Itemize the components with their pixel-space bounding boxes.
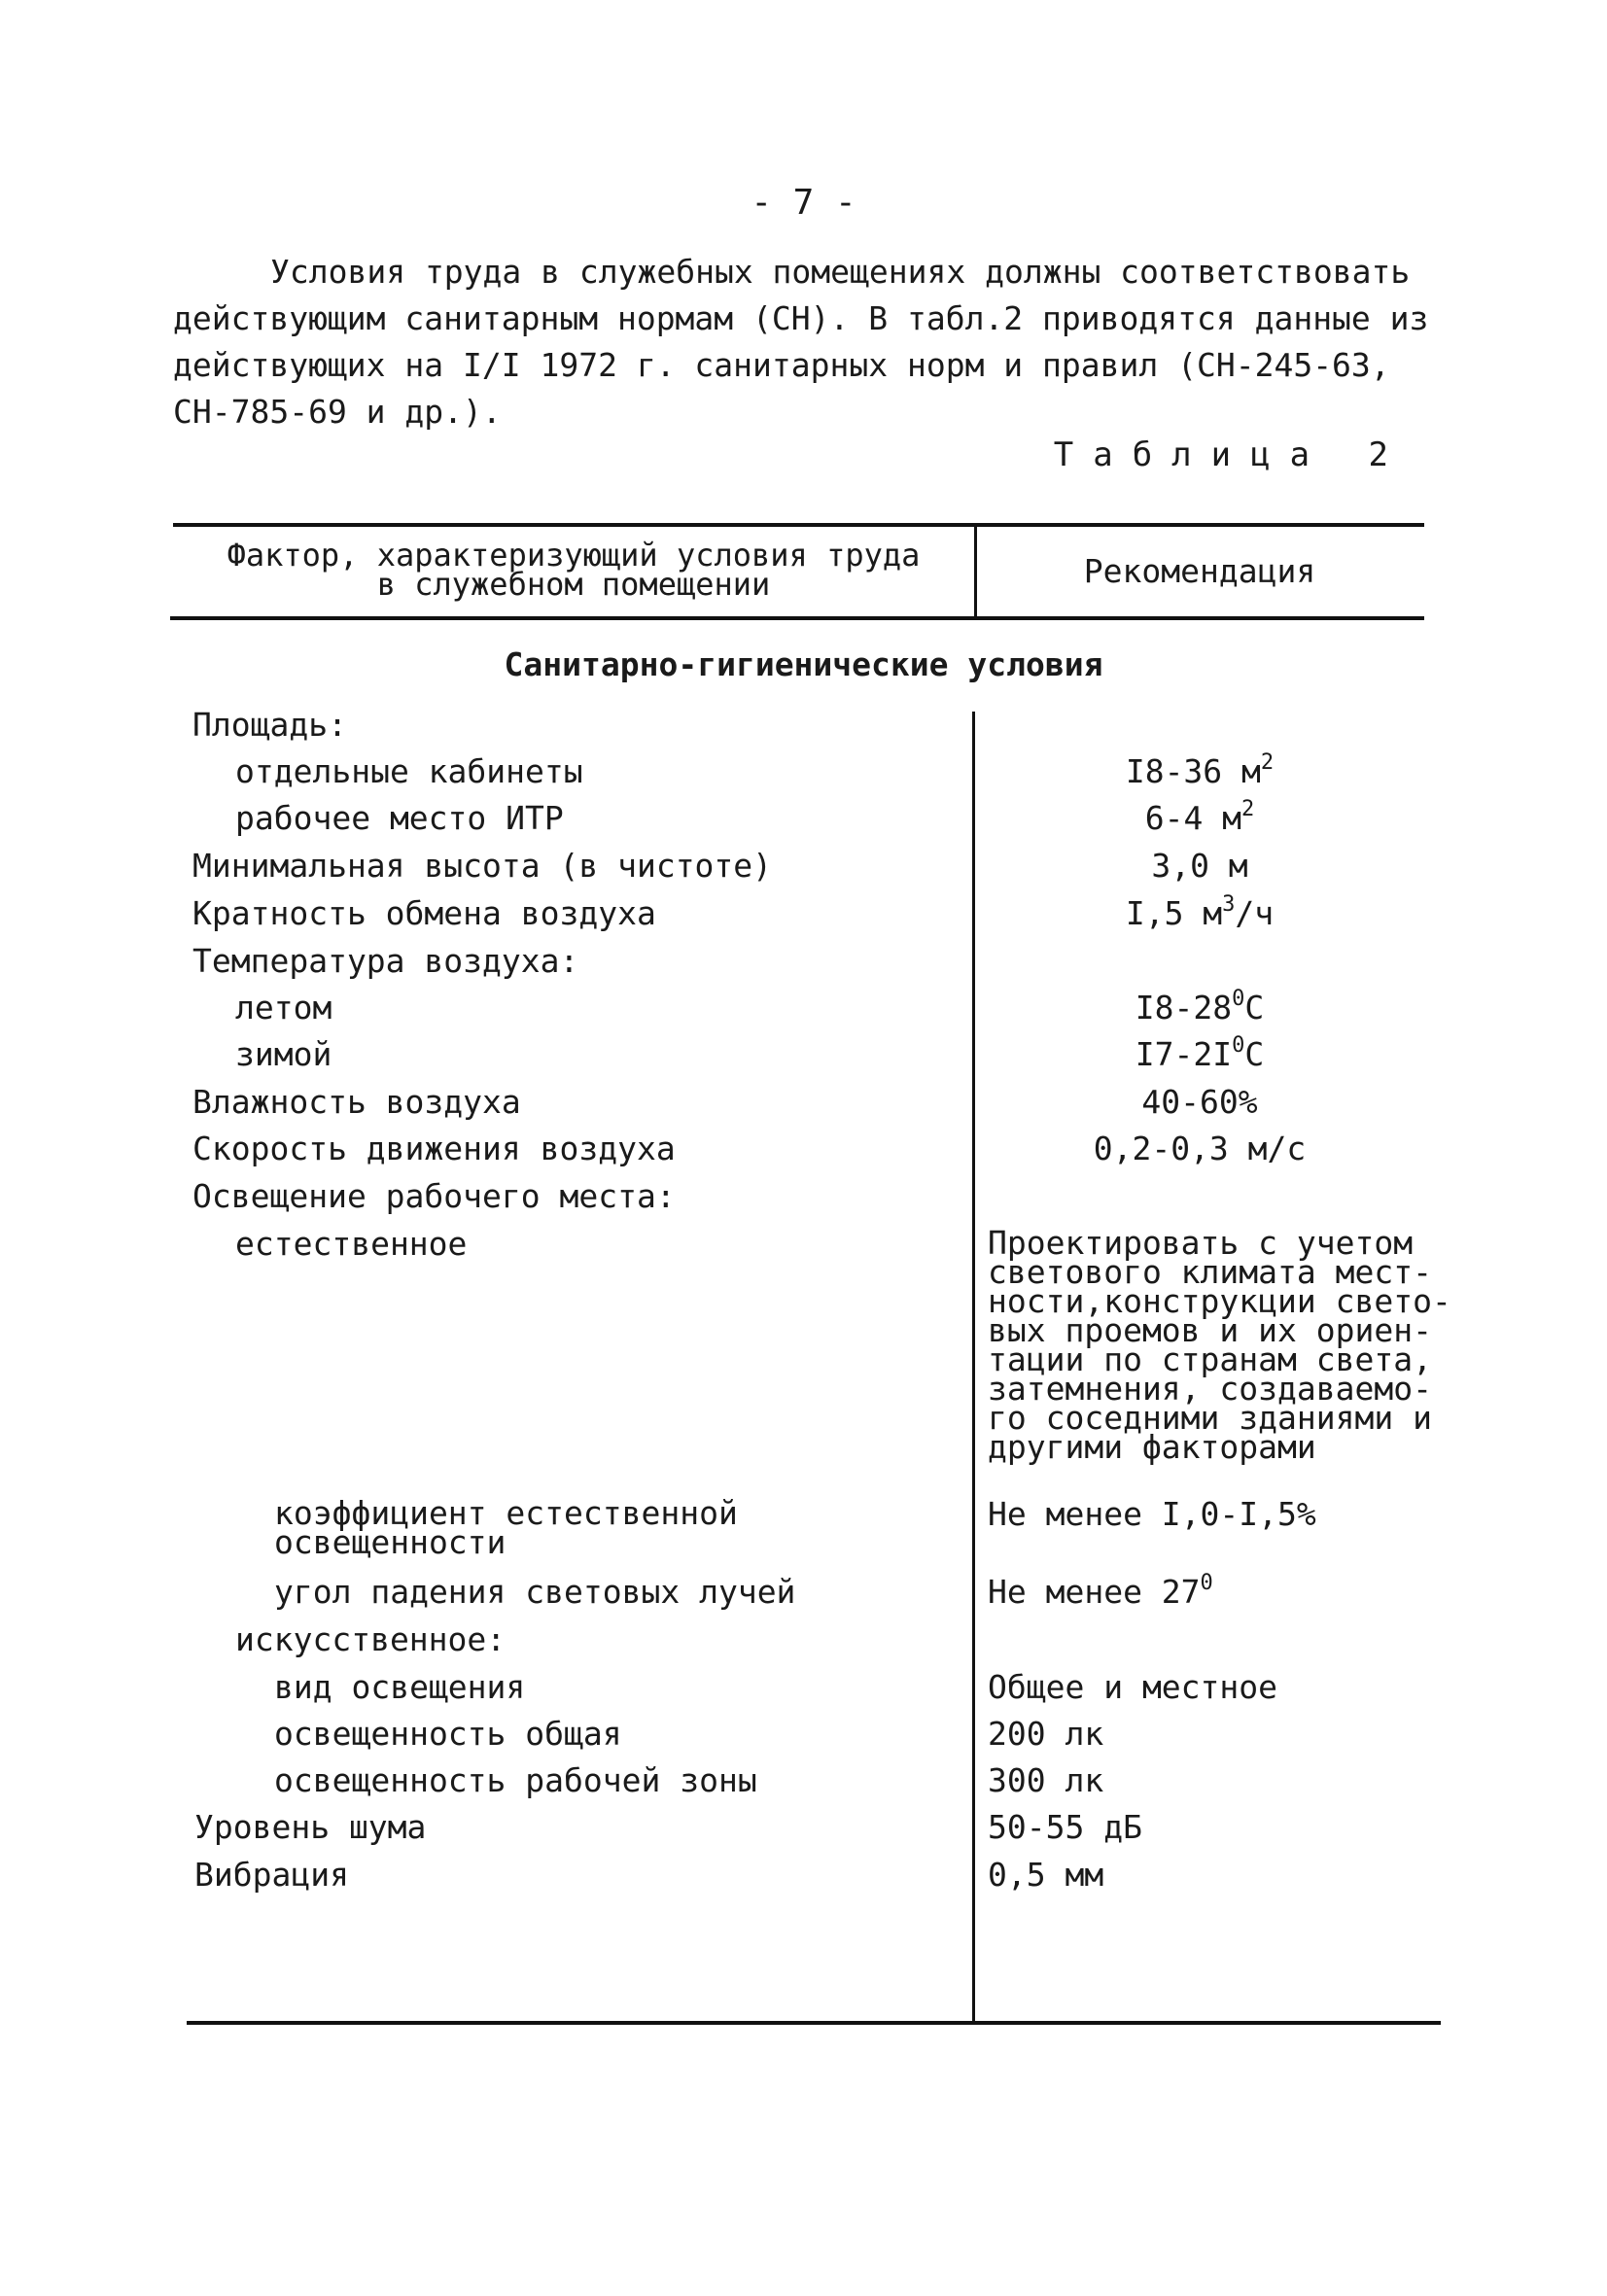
row-value: [976, 750, 1423, 793]
natural-light-recommendation: [988, 1224, 1451, 1466]
row-value-sup: 0: [1232, 1033, 1245, 1058]
row-label-line: коэффициент естественной: [274, 1494, 738, 1532]
row-label: [274, 1494, 738, 1561]
row-label: Минимальная высота (в чистоте): [192, 847, 773, 885]
intro-line: Условия труда в служебных помещениях должны соответствовать: [270, 253, 1411, 291]
row-label: Скорость движения воздуха: [192, 1130, 676, 1167]
row-label: летом: [235, 989, 332, 1026]
recommendation-line: ности,конструкции свето-: [988, 1282, 1451, 1320]
row-label: зимой: [235, 1035, 332, 1073]
row-value-sup: 2: [1260, 750, 1275, 775]
row-label: Площадь:: [192, 706, 347, 744]
table-caption: Таблица 2: [1053, 435, 1408, 474]
row-label: Температура воздуха:: [192, 942, 579, 980]
row-value-sup: 3: [1222, 892, 1236, 917]
row-value-text: Не менее 27: [988, 1573, 1201, 1611]
row-value-text: I7-2I: [1135, 1035, 1233, 1073]
header-factor-line2: в служебном помещении: [376, 566, 771, 603]
row-label: угол падения световых лучей: [274, 1573, 796, 1611]
row-value: [976, 892, 1423, 935]
section-title: Санитарно-гигиенические условия: [504, 645, 1103, 683]
row-value: [988, 1571, 1213, 1614]
header-factor: [175, 537, 972, 603]
intro-line: СН-785-69 и др.).: [173, 393, 502, 431]
row-label: Уровень шума: [194, 1808, 427, 1846]
intro-line: действующим санитарным нормам (СН). В табл.2 приводятся данные из: [173, 299, 1429, 337]
row-value: [976, 797, 1423, 840]
recommendation-line: затемнения, создаваемо-: [988, 1370, 1432, 1408]
row-label: отдельные кабинеты: [235, 752, 583, 790]
recommendation-line: другими факторами: [988, 1428, 1316, 1466]
row-value: 3,0 м: [1151, 847, 1248, 885]
column-divider: [972, 712, 975, 2024]
intro-line: действующих на I/I 1972 г. санитарных норм и правил (СН-245-63,: [173, 346, 1390, 384]
header-recommendation: Рекомендация: [1083, 552, 1316, 590]
recommendation-line: Проектировать с учетом: [988, 1224, 1414, 1262]
row-label: естественное: [235, 1225, 468, 1263]
row-value-text: I8-36 м: [1125, 752, 1261, 790]
header-bottom-rule: [170, 616, 1424, 620]
row-label: рабочее место ИТР: [235, 799, 564, 837]
row-value: Не менее I,0-I,5%: [988, 1495, 1316, 1533]
row-label: Влажность воздуха: [192, 1083, 521, 1121]
table-top-rule: [173, 523, 1424, 527]
row-value-sup: 2: [1241, 797, 1255, 821]
row-value-sup: 0: [1200, 1571, 1213, 1595]
row-label-line: освещенности: [274, 1523, 507, 1561]
row-value-tail: C: [1244, 989, 1265, 1026]
header-factor-line1: Фактор, характеризующий условия труда: [227, 537, 921, 574]
row-value: [976, 987, 1423, 1029]
row-label: Освещение рабочего места:: [192, 1177, 676, 1215]
row-label: Вибрация: [194, 1856, 349, 1894]
recommendation-line: светового климата мест-: [988, 1253, 1432, 1291]
row-label: Кратность обмена воздуха: [192, 894, 656, 932]
row-value-tail: /ч: [1235, 894, 1275, 932]
recommendation-line: тации по странам света,: [988, 1340, 1432, 1378]
row-label: освещенность рабочей зоны: [274, 1761, 757, 1799]
page-number: - 7 -: [751, 183, 856, 223]
row-value: 200 лк: [988, 1715, 1104, 1753]
row-value: [976, 1033, 1423, 1076]
row-value: Общее и местное: [988, 1668, 1278, 1706]
row-value-text: I,5 м: [1125, 894, 1223, 932]
row-label: искусственное:: [235, 1620, 507, 1658]
row-value-tail: C: [1244, 1035, 1265, 1073]
row-label: вид освещения: [274, 1668, 526, 1706]
row-value-text: 6-4 м: [1144, 799, 1242, 837]
recommendation-line: вых проемов и их ориен-: [988, 1311, 1432, 1349]
row-value: 40-60%: [1141, 1083, 1258, 1121]
recommendation-line: го соседними зданиями и: [988, 1399, 1432, 1437]
row-value: 0,5 мм: [988, 1856, 1104, 1894]
row-value: 300 лк: [988, 1761, 1104, 1799]
row-value: 0,2-0,3 м/с: [1093, 1130, 1307, 1167]
row-label: освещенность общая: [274, 1715, 622, 1753]
row-value-text: I8-28: [1135, 989, 1233, 1026]
row-value: 50-55 дБ: [988, 1808, 1142, 1846]
table-bottom-rule: [187, 2021, 1441, 2025]
intro-paragraph: [173, 249, 1437, 435]
row-value-sup: 0: [1232, 987, 1245, 1011]
